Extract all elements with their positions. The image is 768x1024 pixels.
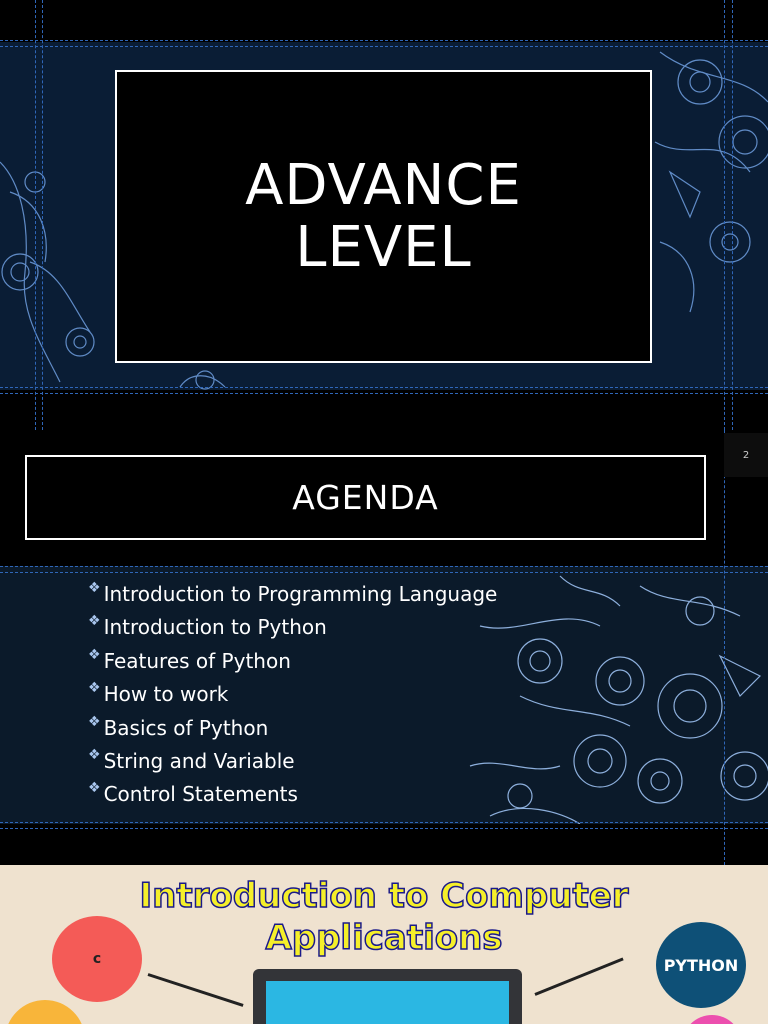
list-item: ❖ Introduction to Programming Language (88, 580, 498, 606)
python-circle: PYTHON (656, 922, 746, 1008)
intro-computer-apps-slide (0, 865, 768, 1024)
agenda-heading-box (25, 455, 706, 540)
connector-line (148, 973, 244, 1007)
diamond-bullet-icon: ❖ (88, 580, 101, 596)
list-item: ❖ How to work (88, 680, 229, 707)
slide-title: ADVANCE LEVEL (245, 152, 522, 280)
diamond-bullet-icon: ❖ (88, 680, 101, 697)
list-item: ❖ Introduction to Python (88, 613, 327, 640)
title-slide (0, 0, 768, 430)
c-language-circle: c (52, 916, 142, 1002)
page-number: 2 (724, 433, 768, 477)
monitor-illustration (253, 969, 522, 1024)
list-item: ❖ String and Variable (88, 746, 295, 773)
agenda-list (88, 582, 497, 816)
connector-line (534, 958, 623, 996)
diamond-bullet-icon: ❖ (88, 646, 101, 663)
diamond-bullet-icon: ❖ (88, 613, 101, 630)
slide-title: Introduction to Computer Applications (139, 876, 629, 958)
list-item: ❖ Control Statements (88, 780, 298, 807)
orange-circle (5, 1000, 85, 1024)
diamond-bullet-icon: ❖ (88, 746, 101, 763)
diamond-bullet-icon: ❖ (88, 780, 101, 797)
list-item: ❖ Features of Python (88, 646, 291, 673)
pink-circle (682, 1015, 742, 1024)
list-item: ❖ Basics of Python (88, 713, 269, 740)
monitor-screen (266, 981, 509, 1024)
diamond-bullet-icon: ❖ (88, 713, 101, 730)
agenda-heading: AGENDA (292, 478, 439, 517)
agenda-slide (0, 430, 768, 865)
title-box (115, 70, 652, 363)
